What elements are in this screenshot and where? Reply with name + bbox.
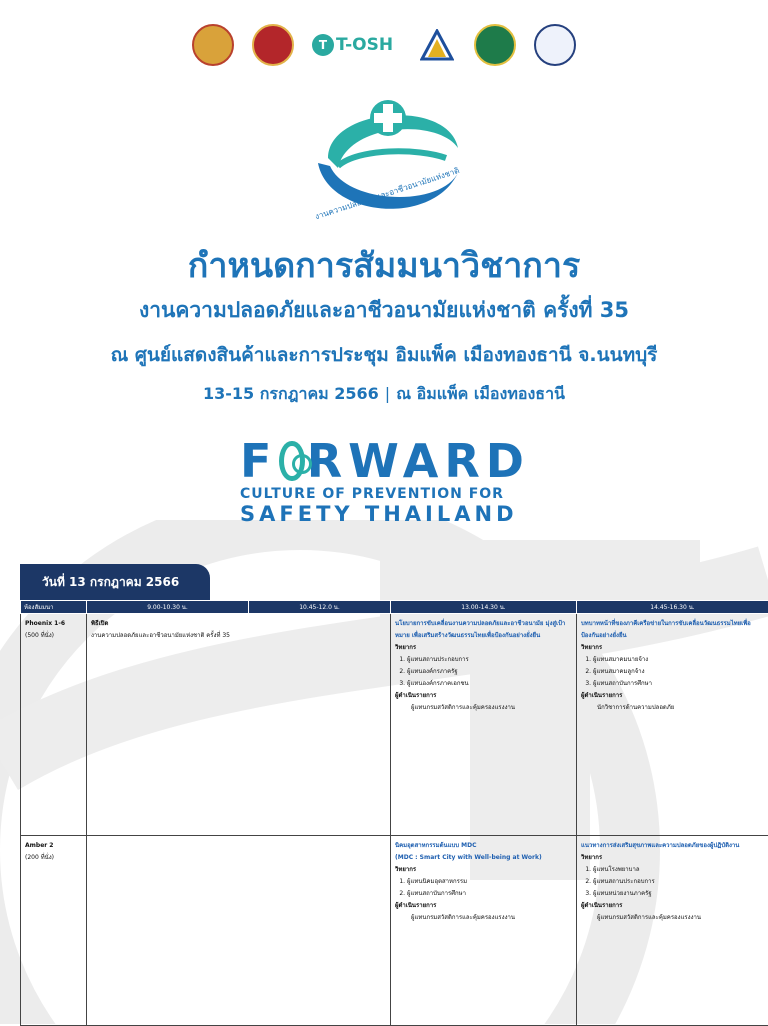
speakers-label: วิทยากร: [581, 642, 764, 654]
table-row: [21, 836, 768, 1026]
tosh-logo: [312, 26, 400, 64]
moderator-label: ผู้ดำเนินรายการ: [581, 690, 764, 702]
page-title: กำหนดการสัมมนาวิชาการ: [0, 238, 768, 292]
afternoon-session-2-cell: [577, 614, 768, 836]
ministry-seal-icon: [192, 24, 234, 66]
session-title: พิธีเปิด: [91, 618, 386, 630]
forward-tagline-1: CULTURE OF PREVENTION FOR: [240, 486, 530, 502]
header-slot-4: 14.45-16.30 น.: [577, 601, 768, 614]
event-date: 13-15 กรกฎาคม 2566: [203, 384, 379, 403]
date-separator: |: [385, 384, 390, 403]
moderator-label: ผู้ดำเนินรายการ: [581, 900, 764, 912]
event-subtitle: งานความปลอดภัยและอาชีวอนามัยแห่งชาติ ครั้งที่ 35: [0, 294, 768, 327]
session-title: นโยบายการขับเคลื่อนงานความปลอดภัยและอาชีวอนามัย มุ่งสู่เป้าหมาย เพื่อเสริมสร้างวัฒนธรรมไทยเพื่อป้องกันอย่างยั่งยืน: [395, 618, 572, 642]
moderator-label: ผู้ดำเนินรายการ: [395, 900, 572, 912]
header-slot-1: 9.00-10.30 น.: [87, 601, 249, 614]
room-name: Amber 2: [25, 840, 82, 852]
header-room: ห้องสัมมนา: [21, 601, 87, 614]
event-venue-short: ณ อิมแพ็ค เมืองทองธานี: [396, 384, 565, 403]
session-title: นิคมอุตสาหกรรมต้นแบบ MDC: [395, 840, 572, 852]
list-item: 1. ผู้แทนสถานประกอบการ: [407, 654, 572, 666]
list-item: 1. ผู้แทนสมาคมนายจ้าง: [593, 654, 764, 666]
list-item: 3. ผู้แทนองค์กรภาคเอกชน: [407, 678, 572, 690]
moderator-name: ผู้แทนกรมสวัสดิการและคุ้มครองแรงงาน: [395, 702, 572, 714]
schedule-table: [20, 600, 768, 1026]
list-item: 3. ผู้แทนหน่วยงานภาครัฐ: [593, 888, 764, 900]
fingerprint-o-icon: [279, 441, 304, 481]
afternoon-session-2-cell: [577, 836, 768, 1026]
emblem-text: งานความปลอดภัยและอาชีวอนามัยแห่งชาติ: [314, 166, 461, 221]
header-slot-2: 10.45-12.0 น.: [249, 601, 391, 614]
afternoon-session-1-cell: [391, 614, 577, 836]
list-item: 1. ผู้แทนโรงพยาบาล: [593, 864, 764, 876]
forward-letters-rest: RWARD: [307, 438, 530, 484]
list-item: 2. ผู้แทนองค์กรภาครัฐ: [407, 666, 572, 678]
list-item: 2. ผู้แทนสถานประกอบการ: [593, 876, 764, 888]
speakers-label: วิทยากร: [581, 852, 764, 864]
session-title: แนวทางการส่งเสริมสุขภาพและความปลอดภัยของผู้ปฏิบัติงาน: [581, 840, 764, 852]
triangle-logo-icon: [418, 26, 456, 64]
room-capacity: (200 ที่นั่ง): [25, 852, 82, 864]
association-seal-icon: [534, 24, 576, 66]
list-item: 3. ผู้แทนสถาบันการศึกษา: [593, 678, 764, 690]
speaker-list: [581, 864, 764, 900]
speaker-list: [581, 654, 764, 690]
forward-wordmark: [240, 438, 530, 484]
moderator-name: ผู้แทนกรมสวัสดิการและคุ้มครองแรงงาน: [581, 912, 764, 924]
moderator-name: ผู้แทนกรมสวัสดิการและคุ้มครองแรงงาน: [395, 912, 572, 924]
room-cell: [21, 836, 87, 1026]
date-venue-line: [0, 382, 768, 407]
room-name: Phoenix 1-6: [25, 618, 82, 630]
speaker-list: [395, 876, 572, 900]
moderator-label: ผู้ดำเนินรายการ: [395, 690, 572, 702]
list-item: 2. ผู้แทนสถาบันการศึกษา: [407, 888, 572, 900]
list-item: 1. ผู้แทนนิคมอุตสาหกรรม: [407, 876, 572, 888]
forward-tagline-2: SAFETY THAILAND: [240, 502, 530, 526]
session-subtitle: (MDC : Smart City with Well-being at Work): [395, 852, 572, 864]
list-item: 2. ผู้แทนสมาคมลูกจ้าง: [593, 666, 764, 678]
day-tab: วันที่ 13 กรกฎาคม 2566: [20, 564, 210, 600]
afternoon-session-1-cell: [391, 836, 577, 1026]
speaker-list: [395, 654, 572, 690]
speakers-label: วิทยากร: [395, 642, 572, 654]
venue-subtitle: ณ ศูนย์แสดงสินค้าและการประชุม อิมแพ็ค เมืองทองธานี จ.นนทบุรี: [0, 340, 768, 370]
department-seal-icon: [252, 24, 294, 66]
forward-campaign-logo: [240, 438, 530, 526]
moderator-name: นักวิชาการด้านความปลอดภัย: [581, 702, 764, 714]
morning-session-cell: [87, 836, 391, 1026]
session-desc: งานความปลอดภัยและอาชีวอนามัยแห่งชาติ ครั้งที่ 35: [91, 630, 386, 642]
header-slot-3: 13.00-14.30 น.: [391, 601, 577, 614]
tosh-logo-text: T-OSH: [336, 35, 393, 55]
partner-logos: [0, 24, 768, 66]
forward-letter-f: F: [240, 438, 277, 484]
morning-session-cell: [87, 614, 391, 836]
room-cell: [21, 614, 87, 836]
table-header-row: [21, 601, 768, 614]
event-emblem-icon: [308, 88, 468, 236]
session-title: บทบาทหน้าที่ของภาคีเครือข่ายในการขับเคลื่อนวัฒนธรรมไทยเพื่อป้องกันอย่างยั่งยืน: [581, 618, 764, 642]
table-row: [21, 614, 768, 836]
health-dept-seal-icon: [474, 24, 516, 66]
room-capacity: (500 ที่นั่ง): [25, 630, 82, 642]
speakers-label: วิทยากร: [395, 864, 572, 876]
tosh-mark-icon: T: [312, 34, 334, 56]
